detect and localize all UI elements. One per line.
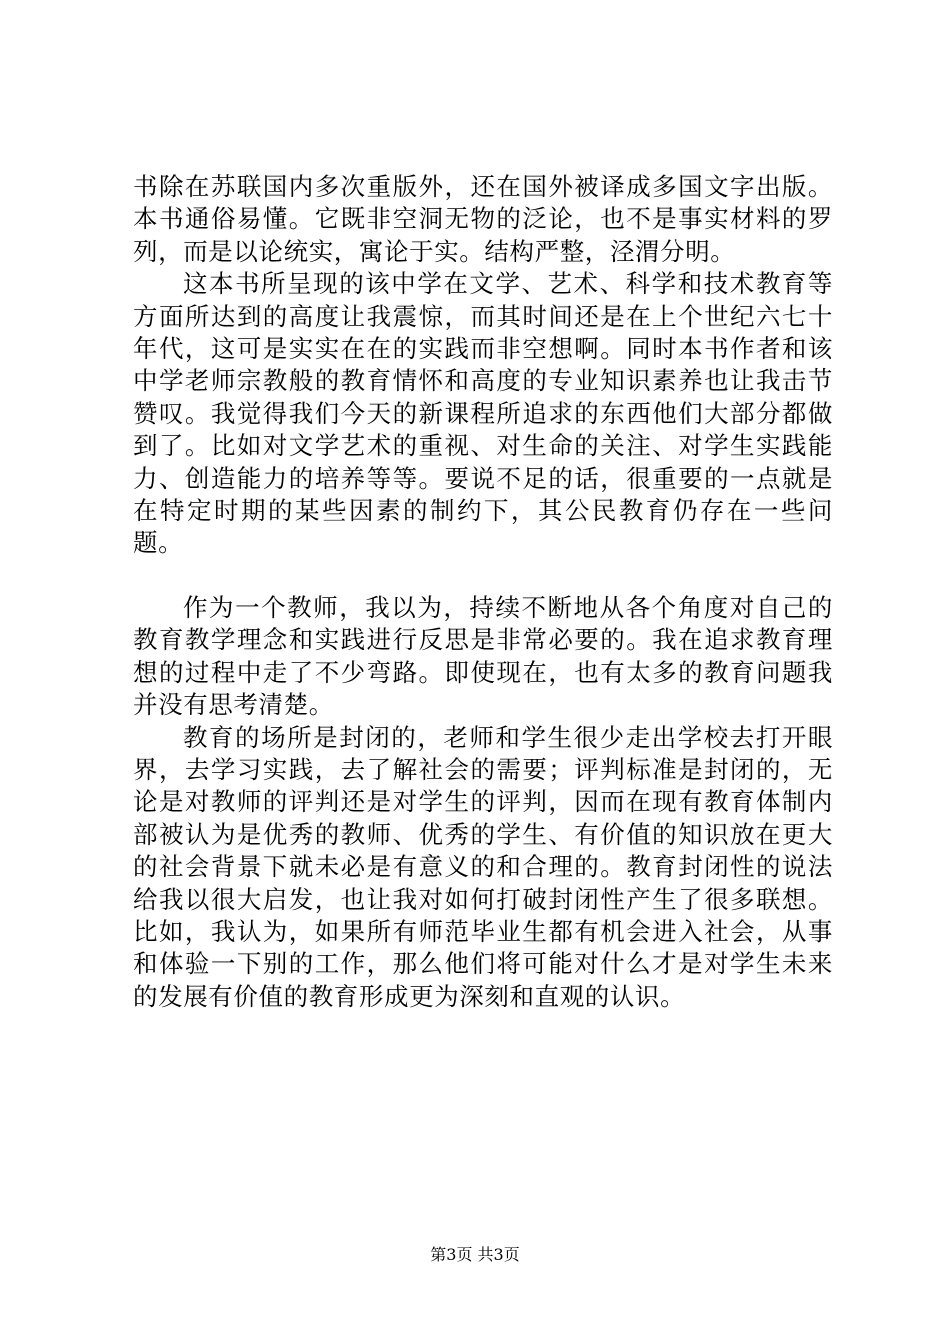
paragraph-2: 这本书所呈现的该中学在文学、艺术、科学和技术教育等方面所达到的高度让我震惊，而其时间还是在上个世纪六七十年代，这可是实实在在的实践而非空想啊。同时本书作者和该中学老师宗教般的教育情怀和高度的专业知识素养也让我击节赞叹。我觉得我们今天的新课程所追求的东西他们大部分都做到了。比如对文学艺术的重视、对生命的关注、对学生实践能力、创造能力的培养等等。要说不足的话，很重要的一点就是在特定时期的某些因素的制约下，其公民教育仍存在一些问题。 xyxy=(133,269,833,558)
document-body xyxy=(133,171,833,1013)
page-number-footer: 第3页 共3页 xyxy=(430,1245,520,1264)
paragraph-4: 教育的场所是封闭的，老师和学生很少走出学校去打开眼界，去学习实践，去了解社会的需要；评判标准是封闭的，无论是对教师的评判还是对学生的评判，因而在现有教育体制内部被认为是优秀的教师、优秀的学生、有价值的知识放在更大的社会背景下就未必是有意义的和合理的。教育封闭性的说法给我以很大启发，也让我对如何打破封闭性产生了很多联想。比如，我认为，如果所有师范毕业生都有机会进入社会，从事和体验一下别的工作，那么他们将可能对什么才是对学生未来的发展有价值的教育形成更为深刻和直观的认识。 xyxy=(133,722,833,1011)
paragraph-1: 书除在苏联国内多次重版外，还在国外被译成多国文字出版。本书通俗易懂。它既非空洞无物的泛论，也不是事实材料的罗列，而是以论统实，寓论于实。结构严整，泾渭分明。 xyxy=(133,172,833,266)
paragraph-3: 作为一个教师，我以为，持续不断地从各个角度对自己的教育教学理念和实践进行反思是非常必要的。我在追求教育理想的过程中走了不少弯路。即使现在，也有太多的教育问题我并没有思考清楚。 xyxy=(133,592,833,720)
